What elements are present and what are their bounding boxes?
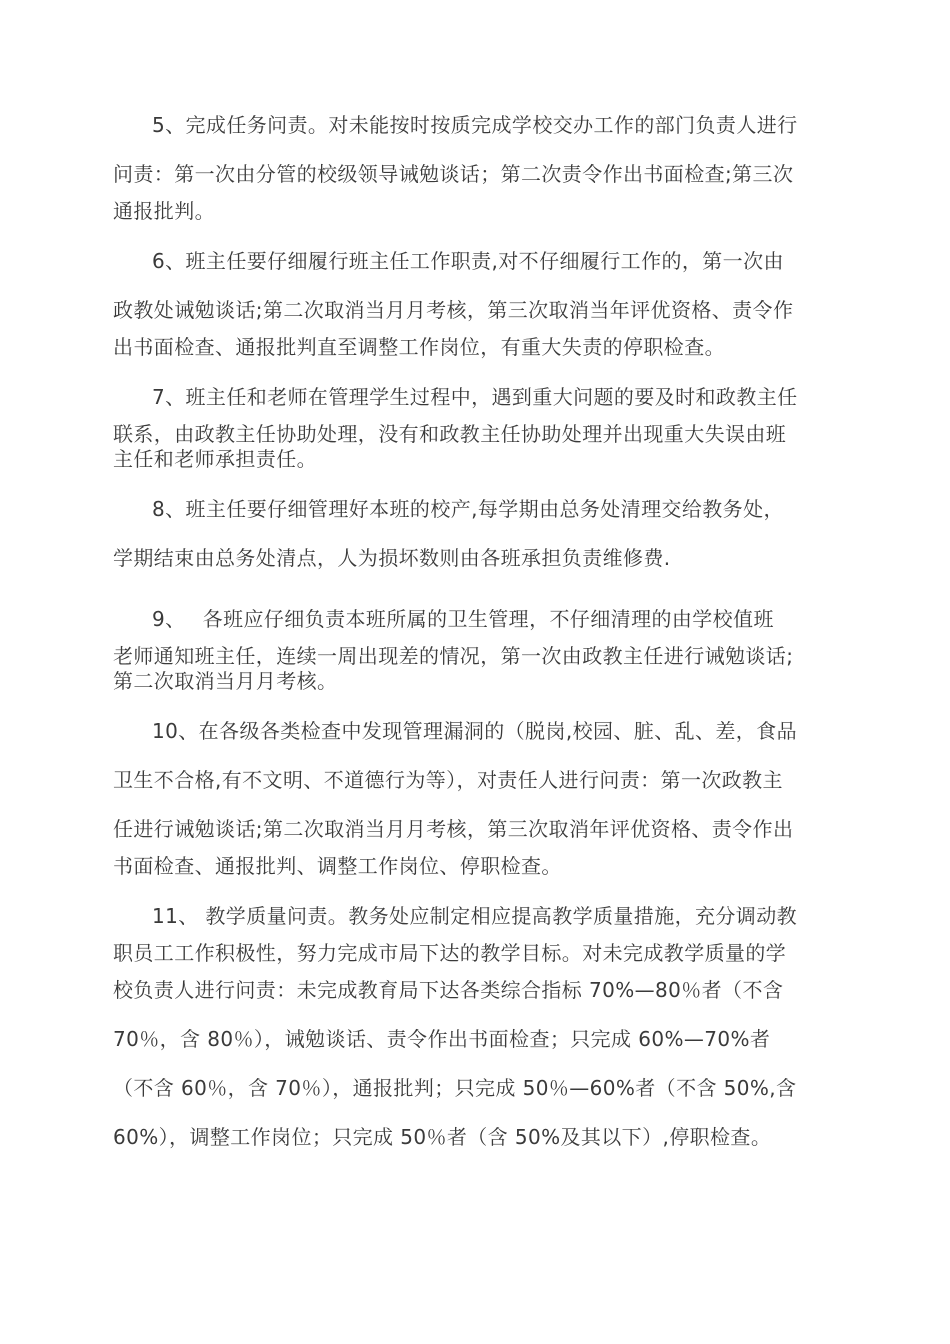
paragraph-10-line-1: 10、在各级各类检查中发现管理漏洞的（脱岗,校园、脏、乱、差，食品 — [152, 719, 798, 743]
paragraph-7-line-1: 7、班主任和老师在管理学生过程中，遇到重大问题的要及时和政教主任 — [152, 385, 798, 409]
paragraph-6-line-1: 6、班主任要仔细履行班主任工作职责,对不仔细履行工作的，第一次由 — [152, 249, 784, 273]
paragraph-10-line-2: 卫生不合格,有不文明、不道德行为等），对责任人进行问责：第一次政教主 — [113, 768, 783, 792]
paragraph-5-line-2: 问责：第一次由分管的校级领导诫勉谈话；第二次责令作出书面检查;第三次 — [113, 162, 794, 186]
paragraph-11-line-4: 70％，含 80％），诫勉谈话、责令作出书面检查；只完成 60%—70%者 — [113, 1027, 771, 1051]
paragraph-9-line-1: 9、 各班应仔细负责本班所属的卫生管理，不仔细清理的由学校值班 — [152, 607, 774, 631]
paragraph-5-line-3: 通报批判。 — [113, 199, 215, 223]
paragraph-5-line-1: 5、完成任务问责。对未能按时按质完成学校交办工作的部门负责人进行 — [152, 113, 798, 137]
paragraph-10-line-3: 任进行诫勉谈话;第二次取消当月月考核，第三次取消年评优资格、责令作出 — [113, 817, 794, 841]
paragraph-8-line-1: 8、班主任要仔细管理好本班的校产,每学期由总务处清理交给教务处， — [152, 497, 784, 521]
paragraph-6-line-3: 出书面检查、通报批判直至调整工作岗位，有重大失责的停职检查。 — [113, 335, 725, 359]
paragraph-6-line-2: 政教处诫勉谈话;第二次取消当月月考核，第三次取消当年评优资格、责令作 — [113, 298, 794, 322]
paragraph-9-line-3: 第二次取消当月月考核。 — [113, 669, 338, 693]
paragraph-10-line-4: 书面检查、通报批判、调整工作岗位、停职检查。 — [113, 854, 562, 878]
paragraph-7-line-3: 主任和老师承担责任。 — [113, 447, 317, 471]
paragraph-9-line-2: 老师通知班主任，连续一周出现差的情况，第一次由政教主任进行诫勉谈话; — [113, 644, 794, 668]
paragraph-11-line-2: 职员工工作积极性，努力完成市局下达的教学目标。对未完成教学质量的学 — [113, 941, 787, 965]
paragraph-11-line-6: 60%），调整工作岗位；只完成 50％者（含 50%及其以下）,停职检查。 — [113, 1125, 772, 1149]
paragraph-11-line-1: 11、 教学质量问责。教务处应制定相应提高教学质量措施，充分调动教 — [152, 904, 798, 928]
paragraph-7-line-2: 联系，由政教主任协助处理，没有和政教主任协助处理并出现重大失误由班 — [113, 422, 787, 446]
paragraph-11-line-5: （不含 60％，含 70％），通报批判；只完成 50％—60%者（不含 50%,含 — [113, 1076, 797, 1100]
paragraph-8-line-2: 学期结束由总务处清点，人为损坏数则由各班承担负责维修费. — [113, 546, 671, 570]
paragraph-11-line-3: 校负责人进行问责：未完成教育局下达各类综合指标 70%—80％者（不含 — [113, 978, 784, 1002]
